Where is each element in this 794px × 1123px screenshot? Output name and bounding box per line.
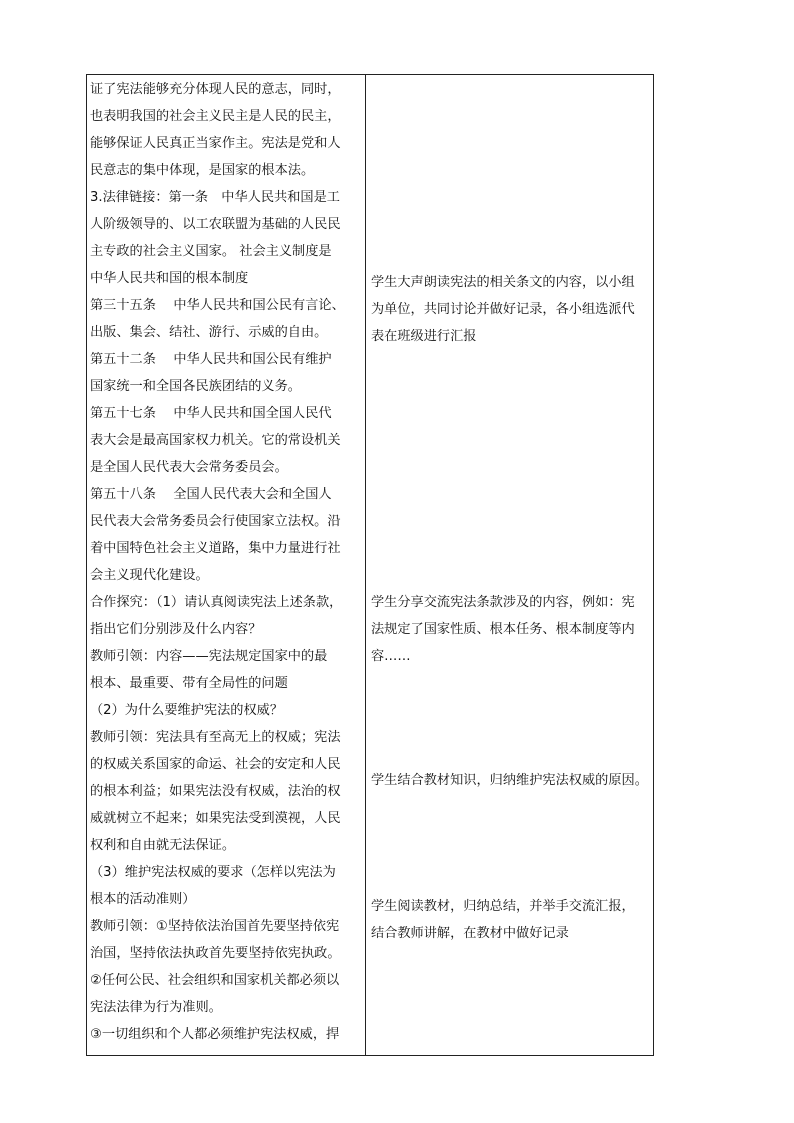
text-line: 容…… — [371, 649, 411, 664]
text-line: 指出它们分别涉及什么内容？ — [90, 622, 262, 637]
text-line: （3）维护宪法权威的要求（怎样以宪法为 — [90, 865, 336, 880]
text-line: ②任何公民、社会组织和国家机关都必须以 — [90, 973, 340, 988]
text-line: ③一切组织和个人都必须维护宪法权威，捍 — [90, 1027, 340, 1042]
text-line: 第三十五条 中华人民共和国公民有言论、 — [90, 298, 345, 313]
text-line: 权利和自由就无法保证。 — [90, 838, 236, 853]
text-line: 会主义现代化建设。 — [90, 568, 209, 583]
teacher-activity-column — [90, 76, 362, 1048]
text-line: 主专政的社会主义国家。 社会主义制度是 — [90, 244, 332, 259]
text-line: 中华人民共和国的根本制度 — [90, 271, 249, 286]
text-line: 学生大声朗读宪法的相关条文的内容，以小组 — [371, 275, 635, 290]
text-line: 治国，坚持依法执政首先要坚持依宪执政。 — [90, 946, 341, 961]
lesson-table — [86, 74, 654, 1056]
student-activity-block — [371, 767, 653, 794]
text-line: 教师引领：内容——宪法规定国家中的最 — [90, 649, 328, 664]
student-activity-block — [371, 589, 653, 670]
student-activity-block — [371, 893, 653, 947]
text-line: 民意志的集中体现，是国家的根本法。 — [90, 163, 315, 178]
text-line: 国家统一和全国各民族团结的义务。 — [90, 379, 301, 394]
text-line: 结合教师讲解，在教材中做好记录 — [371, 926, 569, 941]
text-line: 是全国人民代表大会常务委员会。 — [90, 460, 288, 475]
text-line: 3.法律链接：第一条 中华人民共和国是工 — [90, 190, 340, 205]
text-line: 合作探究：（1）请认真阅读宪法上述条款， — [90, 595, 343, 610]
text-line: 的根本利益；如果宪法没有权威，法治的权 — [90, 784, 341, 799]
text-line: 第五十八条 全国人民代表大会和全国人 — [90, 487, 332, 502]
text-line: 也表明我国的社会主义民主是人民的民主， — [90, 109, 341, 124]
text-line: 民代表大会常务委员会行使国家立法权。沿 — [90, 514, 341, 529]
text-line: 学生结合教材知识，归纳维护宪法权威的原因。 — [371, 773, 648, 788]
column-divider — [365, 75, 366, 1055]
text-line: （2）为什么要维护宪法的权威？ — [90, 703, 284, 718]
text-line: 教师引领：宪法具有至高无上的权威；宪法 — [90, 730, 341, 745]
text-line: 威就树立不起来；如果宪法受到漠视，人民 — [90, 811, 341, 826]
text-line: 法规定了国家性质、根本任务、根本制度等内 — [371, 622, 635, 637]
text-line: 人阶级领导的、以工农联盟为基础的人民民 — [90, 217, 341, 232]
student-activity-block — [371, 269, 653, 350]
text-line: 能够保证人民真正当家作主。宪法是党和人 — [90, 136, 341, 151]
text-line: 第五十七条 中华人民共和国全国人民代 — [90, 406, 332, 421]
text-line: 宪法法律为行为准则。 — [90, 1000, 222, 1015]
text-line: 证了宪法能够充分体现人民的意志，同时， — [90, 82, 341, 97]
text-line: 表在班级进行汇报 — [371, 329, 477, 344]
text-line: 着中国特色社会主义道路，集中力量进行社 — [90, 541, 341, 556]
text-line: 出版、集会、结社、游行、示威的自由。 — [90, 325, 328, 340]
text-line: 根本的活动准则） — [90, 892, 196, 907]
text-line: 根本、最重要、带有全局性的问题 — [90, 676, 288, 691]
text-line: 教师引领：①坚持依法治国首先要坚持依宪 — [90, 919, 340, 934]
text-line: 表大会是最高国家权力机关。它的常设机关 — [90, 433, 341, 448]
text-line: 的权威关系国家的命运、社会的安定和人民 — [90, 757, 341, 772]
text-line: 为单位，共同讨论并做好记录，各小组选派代 — [371, 302, 635, 317]
text-line: 学生阅读教材，归纳总结，并举手交流汇报， — [371, 899, 635, 914]
text-line: 学生分享交流宪法条款涉及的内容，例如：宪 — [371, 595, 635, 610]
text-line: 第五十二条 中华人民共和国公民有维护 — [90, 352, 332, 367]
